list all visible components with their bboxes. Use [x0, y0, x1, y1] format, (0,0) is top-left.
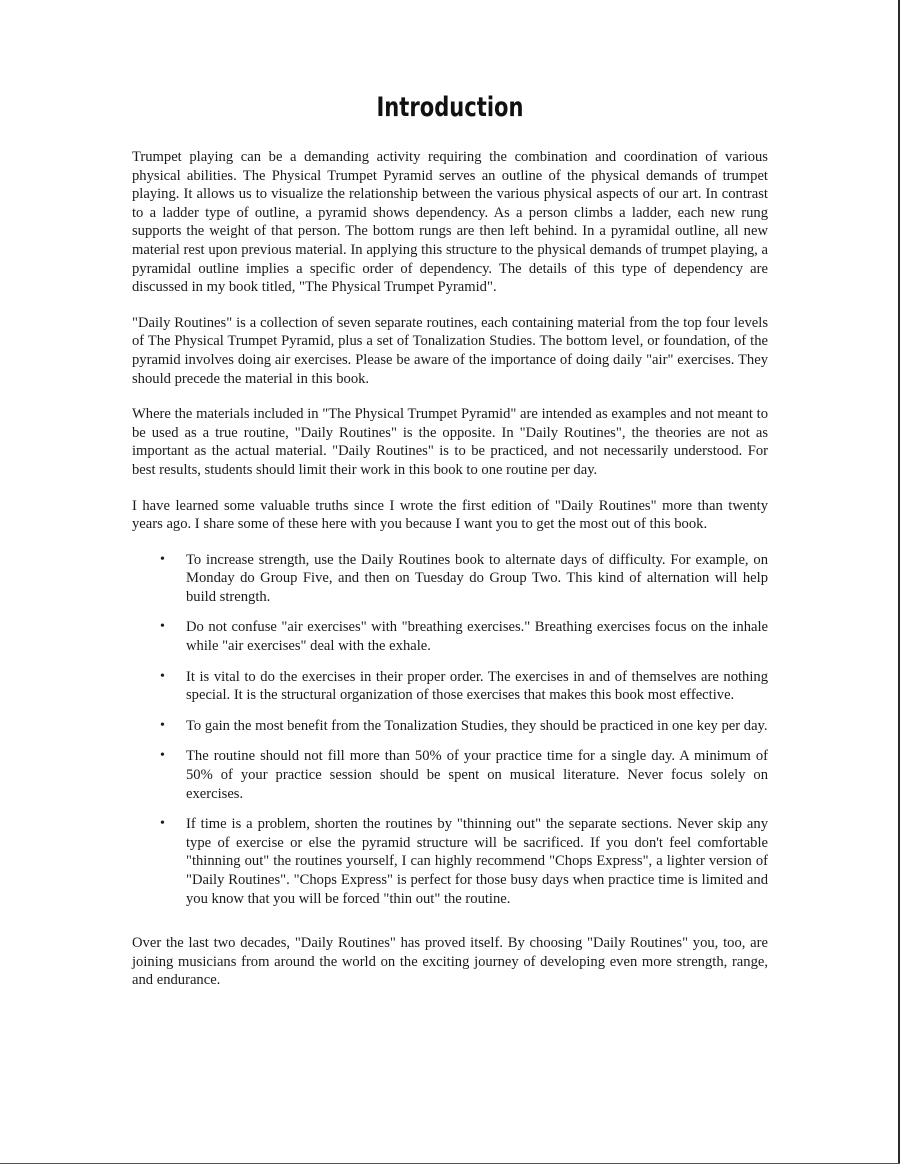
- bullet-icon: •: [160, 551, 165, 567]
- paragraph: Trumpet playing can be a demanding activity requiring the combination and coordination of various physical abilities. The Physical Trumpet Pyramid serves an outline of the physical demands of trumpet playing. It allows us to visualize the relationship between the various physical aspects of our art. In contrast to a ladder type of outline, a pyramid shows dependency. As a person climbs a ladder, each new rung supports the weight of that person. The bottom rungs are then left behind. In a pyramidal outline, all new material rest upon previous material. In applying this structure to the physical demands of trumpet playing, a pyramidal outline implies a specific order of dependency. The details of this type of dependency are discussed in my book titled, "The Physical Trumpet Pyramid".: [132, 149, 768, 296]
- bullet-icon: •: [160, 619, 165, 635]
- bullet-text: Do not confuse "air exercises" with "breathing exercises." Breathing exercises focus on the inhale while "air exercises" deal with the exhale.: [186, 619, 768, 655]
- paragraph: I have learned some valuable truths since I wrote the first edition of "Daily Routines" more than twenty years ago. I share some of these here with you because I want you to get the most out of this book.: [132, 497, 768, 533]
- bullet-icon: •: [160, 668, 165, 684]
- bullet-item: [132, 717, 768, 736]
- bullet-icon: •: [160, 816, 165, 832]
- bullet-text: The routine should not fill more than 50% of your practice time for a single day. A minimum of 50% of your practice session should be spent on musical literature. Never focus solely on exercises.: [186, 748, 768, 802]
- bullet-item: [132, 618, 768, 655]
- bullet-item: [132, 815, 768, 908]
- bullet-icon: •: [160, 717, 165, 733]
- page-title: Introduction: [376, 92, 524, 123]
- bullet-icon: •: [160, 748, 165, 764]
- bullet-text: It is vital to do the exercises in their proper order. The exercises in and of themselves are nothing special. It is the structural organization of those exercises that makes this book most effective.: [186, 668, 768, 704]
- bullet-list: [132, 551, 768, 909]
- bullet-text: To gain the most benefit from the Tonalization Studies, they should be practiced in one key per day.: [186, 717, 768, 734]
- closing-paragraph: Over the last two decades, "Daily Routines" has proved itself. By choosing "Daily Routines" you, too, are joining musicians from around the world on the exciting journey of developing even more strength, range, and endurance.: [132, 935, 768, 989]
- bullet-item: [132, 551, 768, 607]
- bullet-text: To increase strength, use the Daily Routines book to alternate days of difficulty. For example, on Monday do Group Five, and then on Tuesday do Group Two. This kind of alternation will help build strength.: [186, 551, 768, 605]
- bullet-text: If time is a problem, shorten the routines by "thinning out" the separate sections. Never skip any type of exercise or else the pyramid structure will be sacrificed. If you don't feel comfortable "thinning out" the routines yourself, I can highly recommend "Chops Express", a lighter version of "Daily Routines". "Chops Express" is perfect for those busy days when practice time is limited and you know that you will be forced "thin out" the routine.: [186, 816, 768, 907]
- bullet-item: [132, 747, 768, 803]
- body-text: [132, 148, 768, 1007]
- bullet-item: [132, 668, 768, 705]
- paragraph: Where the materials included in "The Physical Trumpet Pyramid" are intended as examples and not meant to be used as a true routine, "Daily Routines" is the opposite. In "Daily Routines", the theories are not as important as the actual material. "Daily Routines" is to be practiced, and not necessarily understood. For best results, students should limit their work in this book to one routine per day.: [132, 406, 768, 478]
- paragraph: "Daily Routines" is a collection of seven separate routines, each containing material from the top four levels of The Physical Trumpet Pyramid, plus a set of Tonalization Studies. The bottom level, or foundation, of the pyramid involves doing air exercises. Please be aware of the importance of doing daily "air" exercises. They should precede the material in this book.: [132, 314, 768, 387]
